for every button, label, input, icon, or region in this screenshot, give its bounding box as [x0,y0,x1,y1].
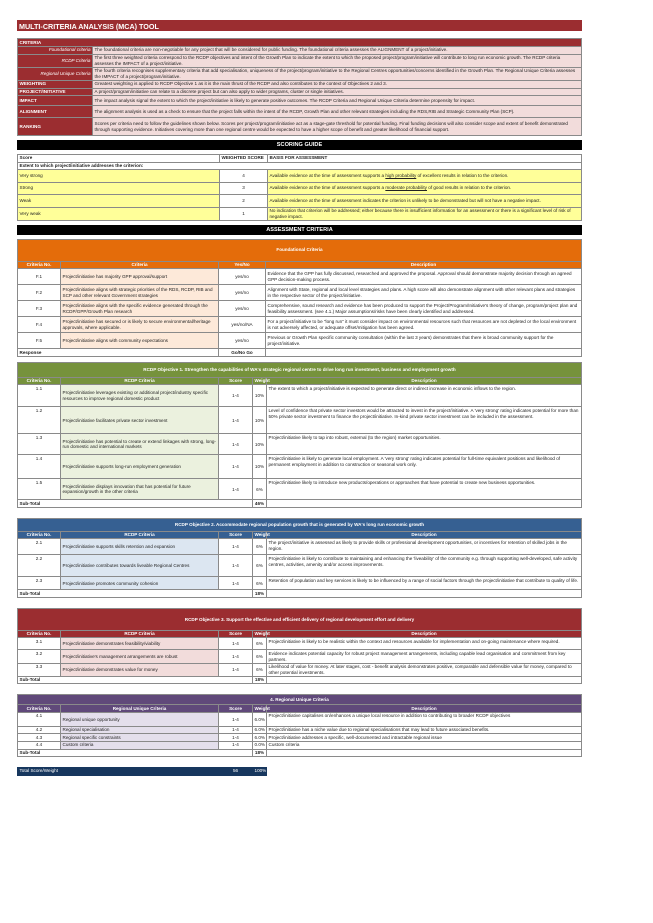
criteria-description: Alignment with State, regional and local level strategies and plans. A high score will also demonstrate alignment with other relevant plans and strategies in the respective sector of the project/initiative. [266,285,582,301]
criteria-no: F.3 [18,301,61,317]
score-cell[interactable]: 1-4 [219,712,253,726]
weight-cell: 6% [253,479,267,500]
criteria-text: Project/initiative leverages existing or additional project/industry specific resources to improve regional domestic product [61,385,219,407]
column-header: Criteria No. [18,531,61,539]
assessment-criteria-bar: ASSESSMENT CRITERIA [17,225,582,235]
column-header: Weight [254,532,270,538]
column-header: Criteria [61,261,219,269]
criteria-no: F.4 [18,317,61,333]
regional-unique-rows [18,712,582,749]
criteria-description: The foundational criteria are non-negotiable for any project that will be considered for public funding. The foundational criteria assesses the ALIGNMENT of a project/initiative. [93,47,582,55]
objective-1-rows [18,385,582,500]
score-cell[interactable]: 1-4 [219,385,253,407]
criteria-text: Regional specific constraints [61,734,219,742]
criteria-description: Retention of population and key services is likely to be influenced by a range of social factors through the project/initiative that contribute to quality of life. [267,577,582,590]
yes-no-cell[interactable]: yes/no [219,285,266,301]
criteria-description: A project/program/initiative can relate to a discrete project but can also apply to wider programs, cluster or single initiatives. [93,88,582,96]
criteria-row [18,67,582,80]
weight-cell: 6% [253,650,267,663]
criteria-text: Project/initiative demonstrates value for money [61,663,219,676]
criteria-label: Regional Unique Criteria [18,67,93,80]
scoring-row [18,207,582,220]
total-score: 56 [219,768,253,776]
criteria-label: RCDP Criteria [18,54,93,67]
col-basis: BASIS FOR ASSESSMENT [268,155,582,163]
criteria-rows [18,47,582,136]
column-header: Score [219,531,253,539]
criteria-no: 1.4 [18,455,61,479]
criteria-description: Evidence indicates potential capacity for robust project management arrangements, including capable lead organisation and commitment from key partners. [267,650,582,663]
scoring-basis [268,182,582,195]
column-header: Criteria No. [18,630,61,638]
criteria-definitions-table [17,38,582,136]
regional-row [18,712,582,726]
basis-text-end: of good results in relation to the criterion. [426,185,512,191]
foundational-row [18,285,582,301]
score-cell[interactable]: 1-4 [219,577,253,590]
column-header: Score [219,630,253,638]
criteria-description: Project/initiative is likely to be realistic within the context and resources available for implementation and on-going maintenance where required. [267,638,582,650]
foundational-row [18,301,582,317]
criteria-no: 2.1 [18,539,61,555]
weight-cell: 6.0% [254,734,265,740]
criteria-no: 1.1 [18,385,61,407]
criteria-description: The first three weighted criteria correspond to the RCDP objectives and intent of the Growth Plan to indicate the extent to which the proposed project/program/initiative will contribute to long run economic growth. The RCDP criteria assesses the IMPACT of a project/initiative. [93,54,582,67]
basis-text: Available evidence at the time of assessment indicates the criterion is unlikely to be demonstrated but will not have a negative impact. [269,197,541,203]
column-header: Criteria No. [18,377,61,385]
score-cell[interactable]: 1-4 [219,539,253,555]
criteria-text: Project/initiative facilitates private sector investment [61,407,219,434]
criteria-text: Project/initiative aligns with strategic priorities of the RDS, RCDP, RIB and SCP and other relevant Government strategies [61,285,219,301]
objective-3-subtotal-label: Sub-Total [18,676,253,684]
scoring-value: 2 [220,195,268,208]
scoring-label: Very strong [18,170,220,183]
criteria-description: Project/initiative is likely to contribute to maintaining and enhancing the 'liveability' of the community e.g. through supporting well-developed, safe activity centres, activities, amenity and/or access improvements. [267,555,582,577]
weight-cell: 6.0% [254,727,265,733]
obj2-row [18,539,582,555]
regional-row [18,726,582,734]
weight-cell: 0.0% [254,742,265,748]
basis-text-end: of excellent results in relation to the criterion. [416,172,509,178]
criteria-description: Project/initiative likely to introduce new products/operations or approaches that have potential to create new business opportunities. [267,479,582,500]
score-cell[interactable]: 1-4 [219,479,253,500]
scoring-basis [268,195,582,208]
obj1-row [18,434,582,455]
score-cell[interactable]: 1-4 [219,734,253,742]
obj2-row [18,555,582,577]
criteria-no: 4.1 [18,712,61,726]
objective-2-header-row [18,531,582,539]
obj1-row [18,455,582,479]
regional-row [18,734,582,742]
column-header: RCDP Criteria [61,630,219,638]
criteria-description: The impact analysis signal the extent to which the project/initiative is likely to generate positive outcomes. The RCDP Criteria and Regional Unique Criteria determine propensity for impact. [93,96,582,106]
criteria-no: 4.3 [18,734,61,742]
score-cell[interactable]: 1-4 [219,555,253,577]
scoring-basis [268,207,582,220]
column-header: Weight [254,631,270,637]
score-cell[interactable]: 1-4 [219,455,253,479]
scoring-subheader: Extent to which project/initiative addresses the criterion: [18,162,582,170]
foundational-rows [18,269,582,349]
objective-1-title: RCDP Objective 1. Strengthen the capabilities of WA's strategic regional centre to drive long run investment, business and employment growth [18,362,582,377]
basis-emphasis: moderate probability [385,185,427,191]
score-cell[interactable]: 1-4 [219,726,253,734]
column-header: Description [267,705,582,713]
total-label: Total Score/Weight [18,768,219,776]
criteria-label: PROJECT/INITIATIVE [18,88,93,96]
weight-cell: 6.0% [253,712,267,726]
score-cell[interactable]: 1-4 [219,638,253,650]
foundational-title: Foundational Criteria [18,239,582,261]
column-header: Description [267,377,582,385]
objective-2-table [17,518,582,598]
criteria-text: Project/initiative supports skills retention and expansion [61,539,219,555]
criteria-text: Project/initiative has majority GPP approval/support [61,269,219,285]
criteria-no: 3.2 [18,650,61,663]
criteria-description: Greatest weighting is applied to RCDP Objective 1 as it is the main thrust of the RCDP and also contributes to the context of Objectives 2 and 3. [93,81,582,89]
objective-3-title: RCDP Objective 3. Support the effective and efficient delivery of regional development effort and delivery [18,608,582,630]
scoring-row [18,170,582,183]
criteria-label: RANKING [18,118,93,136]
objective-3-header-row [18,630,582,638]
column-header: Criteria No. [18,261,61,269]
objective-3-rows [18,638,582,677]
obj1-row [18,479,582,500]
objective-1-table [17,362,582,508]
foundational-row [18,333,582,349]
foundational-header-row [18,261,582,269]
criteria-description: Comprehensive, sound research and evidence has been produced to support the Project/Program/Initiative's theory of change, program/project plan and feasibility assessment. (see 4.1.) Major assumptions/risks have been clearly identified and addressed. [266,301,582,317]
regional-unique-title: 4. Regional Unique Criteria [18,695,582,705]
criteria-text: Project/initiative contributes towards liveable Regional Centres [61,555,219,577]
criteria-label: Foundational criteria [18,47,93,55]
score-cell[interactable]: 1-4 [219,663,253,676]
criteria-text: Regional specialisation [61,726,219,734]
obj1-row [18,407,582,434]
scoring-basis [268,170,582,183]
weight-cell: 6% [253,663,267,676]
mca-tool-sheet [17,20,582,776]
foundational-row [18,317,582,333]
col-weighted-score: WEIGHTED SCORE [220,155,268,163]
criteria-label: WEIGHTING [18,81,93,89]
basis-text: No indication that criterion will be addressed; either because there is insufficient information for an assessment or there is a significant level of risk of negative impact. [269,207,571,219]
objective-2-rows [18,539,582,590]
column-header: Weight [254,705,270,711]
criteria-text: Project/initiative displays innovation that has potential for future expansion/growth in the other criteria [61,479,219,500]
criteria-description: Project/initiative has a niche value due to regional specialisations that may lead to future associated benefits. [267,726,582,734]
column-header: Description [267,531,582,539]
weight-cell: 6% [253,638,267,650]
weight-cell: 10% [253,434,267,455]
criteria-description: Evidence that the GPP has fully discussed, researched and approved the proposal. Approval should demonstrate majority decision through an agreed GPP decision-making process. [266,269,582,285]
weight-cell: 10% [253,455,267,479]
column-header: Score [219,705,253,713]
criteria-no: 1.3 [18,434,61,455]
regional-unique-subtotal-label: Sub-Total [18,749,253,757]
yes-no-cell[interactable]: yes/no/NA [219,317,266,333]
criteria-description: Scores per criteria need to follow the guidelines shown below. Scores per project/program/initiative act as a stage-gate threshold for potential funding. Final funding decisions will also consider scope and extent of benefit demonstrated through supporting evidence. Initiatives covering more than one regional centre would be expected to have a higher scope of benefit and greater likelihood of financial support. [93,118,582,136]
criteria-no: 2.3 [18,577,61,590]
regional-row [18,742,582,750]
criteria-description: Previous or Growth Plan specific community consultation (within the last 3 years) demonstrates that there is broad community support for the project/initiative. [266,333,582,349]
objective-1-subtotal: 46% [253,500,267,508]
score-cell[interactable]: 1-4 [219,434,253,455]
criteria-no: F.2 [18,285,61,301]
criteria-label: IMPACT [18,96,93,106]
objective-2-subtotal: 18% [253,590,267,598]
criteria-description: Custom criteria [267,742,582,750]
objective-2-subtotal-label: Sub-Total [18,590,253,598]
criteria-no: 3.3 [18,663,61,676]
objective-3-table [17,608,582,685]
criteria-description: For a project/initiative to be "long run" it must consider impact on environmental resources such that resources are not depleted or the local environment is not adversely affected, or adequate offset/mitigation has been agreed. [266,317,582,333]
foundational-table [17,239,582,357]
criteria-description: Project/initiative is likely to generate local employment. A 'very strong' rating indicates potential for full-time equivalent positions and likelihood of permanent employment in addition to construction or seasonal work only. [267,455,582,479]
scoring-value: 1 [220,207,268,220]
objective-2-title: RCDP Objective 2. Accommodate regional population growth that is generated by WA's long run economic growth [18,518,582,531]
criteria-text: Project/initiative supports long-run employment generation [61,455,219,479]
foundational-row [18,269,582,285]
criteria-description: The project/initiative is assessed as likely to provide skills or professional development opportunities, or incentives for retention of skilled jobs in the region. [267,539,582,555]
criteria-no: 1.2 [18,407,61,434]
scoring-row [18,195,582,208]
scoring-guide-table [17,154,582,221]
criteria-row [18,106,582,118]
regional-unique-table [17,694,582,757]
criteria-description: Project/initiative likely to tap into robust, external (to the region) market opportunities. [267,434,582,455]
weight-cell: 6% [253,555,267,577]
column-header: Weight [254,378,270,384]
criteria-no: 3.1 [18,638,61,650]
criteria-text: Project/initiative has secured or is likely to secure environmental/heritage approvals, where applicable. [61,317,219,333]
criteria-no: F.1 [18,269,61,285]
criteria-no: 1.5 [18,479,61,500]
criteria-text: Regional unique opportunity [61,712,219,726]
criteria-description: Level of confidence that private sector investors would be attracted to invest in the project/initiative. A 'very strong' rating indicates potential for more than 50% private sector investment to finance the project/initiative. In-kind private sector investment can be included in the assessment. [267,407,582,434]
obj2-row [18,577,582,590]
objective-1-header-row [18,377,582,385]
column-header: Yes/No [219,261,266,269]
page-title: MULTI-CRITERIA ANALYSIS (MCA) TOOL [17,20,582,31]
scoring-label: Strong [18,182,220,195]
criteria-text: Project/initiative promotes community cohesion [61,577,219,590]
weight-cell: 10% [253,385,267,407]
regional-unique-subtotal: 18% [253,749,267,757]
obj1-row [18,385,582,407]
obj3-row [18,663,582,676]
obj3-row [18,638,582,650]
criteria-description: Likelihood of value for money. At later stages, cost - benefit analysis demonstrates positive, comparable and defensible value for money, compared to other potential investments. [267,663,582,676]
criteria-description: Project/initiative capitalises on/enhances a unique local resource in addition to contributing to broader RCDP objectives [267,712,582,726]
criteria-text: Custom criteria [61,742,219,750]
regional-unique-header-row [18,705,582,713]
criteria-row [18,54,582,67]
weight-cell: 6% [253,539,267,555]
scoring-row [18,182,582,195]
criteria-row [18,118,582,136]
yes-no-cell[interactable]: yes/no [219,269,266,285]
criteria-no: 4.2 [18,726,61,734]
yes-no-cell[interactable]: yes/no [219,301,266,317]
criteria-no: F.5 [18,333,61,349]
criteria-row [18,96,582,106]
weight-cell: 6% [253,577,267,590]
scoring-guide-bar: SCORING GUIDE [17,140,582,150]
scoring-value: 4 [220,170,268,183]
column-header: RCDP Criteria [61,377,219,385]
total-weight: 100% [254,768,267,774]
criteria-row [18,47,582,55]
column-header: Criteria No. [18,705,61,713]
criteria-description: Project/initiative addresses a specific, well-documented and intractable regional issue [267,734,582,742]
response-value: Go/No Go [219,349,266,357]
score-cell[interactable]: 1-4 [219,650,253,663]
column-header: Score [219,377,253,385]
basis-text: Available evidence at the time of assessment supports a [269,185,386,191]
col-score: Score [18,155,220,163]
scoring-label: Weak [18,195,220,208]
criteria-text: Project/initiative demonstrates feasibility/viability [61,638,219,650]
basis-emphasis: high probability [385,172,417,178]
criteria-description: The extent to which a project/initiative is expected to generate direct or indirect increase in economic inflows to the region. [267,385,582,407]
column-header: Description [266,261,582,269]
criteria-no: 2.2 [18,555,61,577]
criteria-text: Project/initiative aligns with community expectations [61,333,219,349]
total-table [17,767,582,776]
response-label: Response [18,349,219,357]
objective-3-subtotal: 18% [253,676,267,684]
yes-no-cell[interactable]: yes/no [219,333,266,349]
criteria-description: The fourth criteria recognises supplementary criteria that add specialisation, uniqueness of the project/program/initiative to the Regional Centres opportunities/concerns identified in the Growth Plan. The Regional Unique Criteria assesses the IMPACT of a project/program/initiative. [93,67,582,80]
objective-1-subtotal-label: Sub-Total [18,500,253,508]
criteria-header: CRITERIA [18,39,582,47]
criteria-label: ALIGNMENT [18,106,93,118]
criteria-no: 4.4 [18,742,61,750]
obj3-row [18,650,582,663]
criteria-text: Project/initiative has potential to create or extend linkages with strong, long-run domestic and international markets [61,434,219,455]
criteria-row [18,88,582,96]
column-header: Description [267,630,582,638]
scoring-label: Very weak [18,207,220,220]
criteria-text: Project/initiative's management arrangements are robust [61,650,219,663]
basis-text: Available evidence at the time of assessment supports a [269,172,386,178]
criteria-text: Project/initiative aligns with the specific evidence generated through the RCDP/GPP/Growth Plan research [61,301,219,317]
weight-cell: 10% [253,407,267,434]
score-cell[interactable]: 1-4 [219,407,253,434]
column-header: RCDP Criteria [61,531,219,539]
criteria-description: The alignment analysis is used as a check to ensure that the project falls within the intent of the RCDP, Growth Plan and other relevant strategies including the RDS,RIB and Strategic Community Plan (SCP). [93,106,582,118]
scoring-value: 3 [220,182,268,195]
column-header: Regional Unique Criteria [61,705,219,713]
criteria-row [18,81,582,89]
score-cell[interactable]: 1-4 [219,742,253,750]
scoring-rows [18,170,582,221]
